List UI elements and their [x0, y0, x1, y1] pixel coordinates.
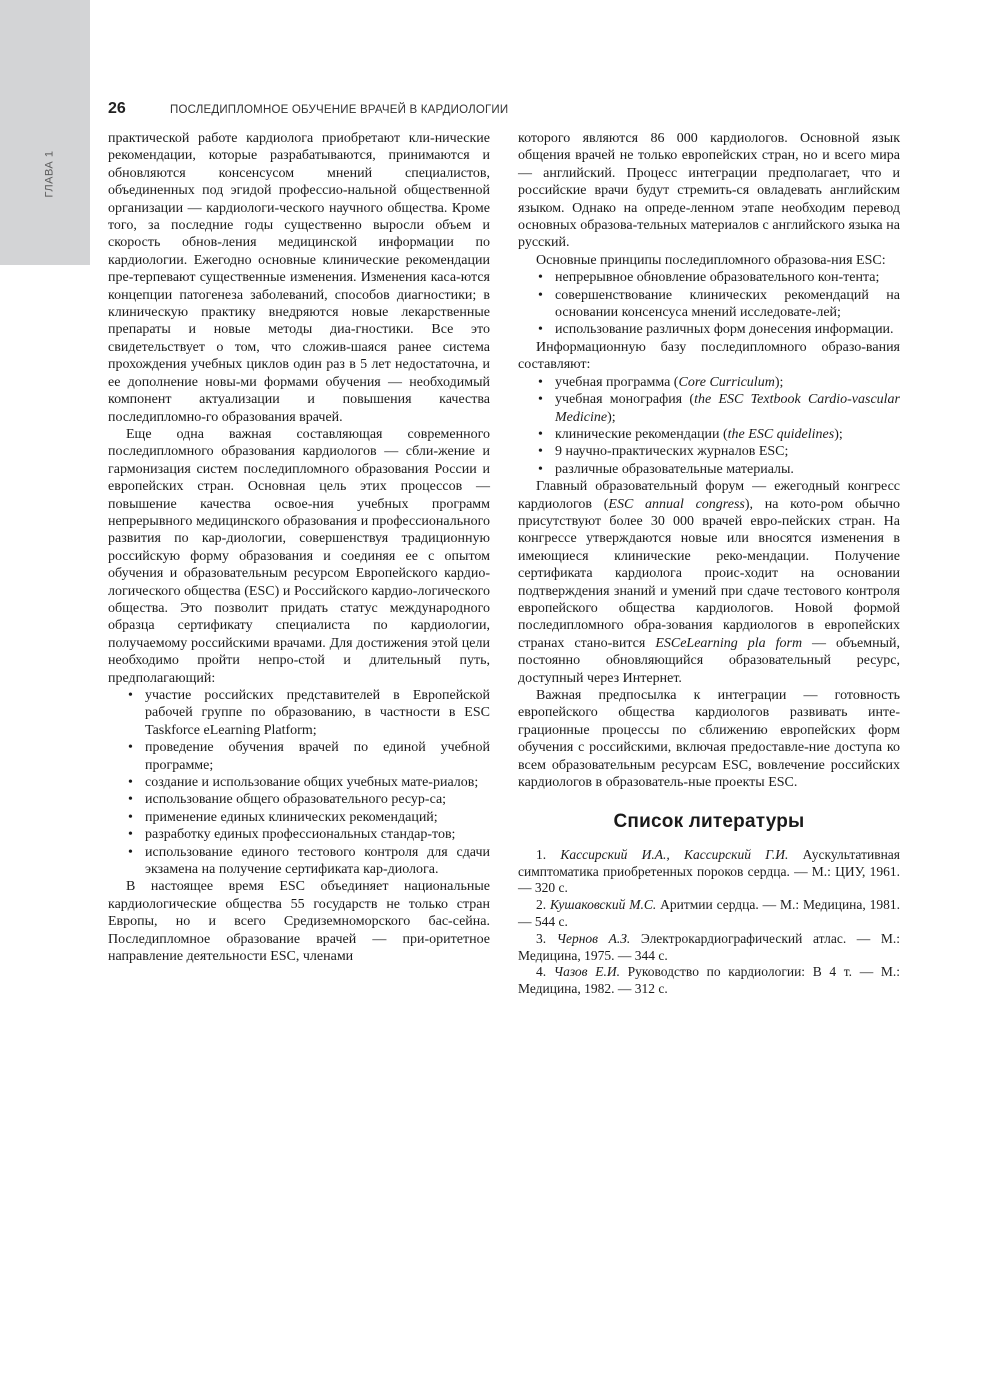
running-title: ПОСЛЕДИПЛОМНОЕ ОБУЧЕНИЕ ВРАЧЕЙ В КАРДИОЛОГИИ [170, 104, 509, 116]
list-item-text: использование различных форм донесения информации. [555, 322, 894, 338]
paragraph: Важная предпосылка к интеграции — готовность европейского общества кардиологов развивать инте-грационные процессы по сближению европейских форм обучения с российскими, включая предоставле-ние доступа ко всем образовательным ресурсам ESC, вовлечение российских кардиологов в образователь-ные проекты ESC. [518, 688, 900, 791]
list-item-text: ); [834, 426, 843, 442]
list-item [518, 321, 900, 338]
bullet-icon: • [128, 844, 133, 860]
bullet-icon: • [538, 392, 543, 408]
list-item [108, 844, 490, 879]
bullet-icon: • [128, 740, 133, 756]
list-item [108, 809, 490, 826]
reference-number: 3. [536, 930, 557, 946]
reference-item [518, 897, 900, 931]
reference-authors: Кассирский И.А., Кассирский Г.И. [560, 846, 789, 862]
list-item-text: 9 научно-практических журналов ESC; [555, 444, 789, 460]
list-item-italic: the ESC quidelines [727, 426, 835, 442]
list-item-text: различные образовательные материалы. [555, 461, 794, 477]
list-item [108, 774, 490, 791]
text-span: — объемный, постоянно обновляющийся образовательный ресурс, доступный через Интернет. [518, 635, 901, 686]
paragraph: которого являются 86 000 кардиологов. Основной язык общения врачей не только европейских стран, но и всего мира — английский. Процесс интеграции предполагает, что и российские врачи будут стремить-ся овладевать английским языком. Однако на опреде-ленном этапе необходим перевод основных образова-тельных материалов с английского языка на русский. [518, 131, 900, 251]
list-item [108, 739, 490, 774]
bullet-icon: • [538, 322, 543, 338]
list-item-text: ); [774, 374, 784, 390]
list-item-text: учебная программа ( [555, 374, 679, 390]
list-item [518, 287, 900, 322]
reference-list [518, 847, 900, 998]
list-item-text: ); [607, 409, 616, 425]
bullet-icon: • [538, 374, 543, 390]
list-item [108, 687, 490, 739]
bullet-list [108, 687, 490, 878]
bullet-icon: • [128, 775, 133, 791]
list-item-text: участие российских представителей в Европейской рабочей группе по образованию, в частности в ESC Taskforce eLearning Platform; [145, 688, 490, 738]
bullet-icon: • [538, 444, 543, 460]
left-column [108, 130, 490, 966]
info-base-list [518, 374, 900, 478]
right-column [518, 130, 900, 998]
bullet-icon: • [538, 461, 543, 477]
bullet-icon: • [538, 426, 543, 442]
list-item-text: проведение обучения врачей по единой учебной программе; [145, 740, 490, 773]
reference-authors: Чазов Е.И. [553, 964, 620, 980]
reference-authors: Кушаковский М.С. [550, 897, 657, 913]
paragraph [518, 478, 900, 687]
references-title: Список литературы [613, 811, 805, 833]
list-item [518, 391, 900, 426]
chapter-tab [0, 0, 90, 265]
paragraph: Информационную базу последипломного образо-вания составляют: [518, 339, 900, 373]
reference-number: 2. [536, 897, 550, 913]
list-item [518, 374, 900, 391]
list-item [518, 426, 900, 443]
bullet-icon: • [128, 827, 133, 843]
paragraph: В настоящее время ESC объединяет национальные кардиологические общества 55 государств не только стран Европы, но и всего Средиземноморского бас-сейна. Последипломное образование врачей — при-оритетное направление деятельности ESC, членами [108, 879, 490, 965]
italic-term: ESC annual congress [608, 496, 745, 512]
list-item-text: совершенствование клинических рекомендаций на основании консенсуса мнений исследовате-лей; [555, 287, 900, 321]
list-item-text: создание и использование общих учебных мате-риалов; [145, 775, 479, 791]
bullet-icon: • [538, 287, 543, 303]
reference-authors: Чернов А.З. [556, 930, 631, 946]
list-item-text: использование единого тестового контроля для сдачи экзамена на получение сертификата кар-диолога. [145, 844, 490, 878]
reference-number: 4. [536, 964, 554, 980]
text-span: Главный образовательный форум — ежегодный конгресс кардиологов ( [518, 479, 900, 512]
list-item [518, 461, 900, 478]
reference-text: Аритмии сердца. — М.: Медицина, 1981. — 544 с. [518, 897, 901, 930]
bullet-icon: • [538, 270, 543, 286]
reference-number: 1. [536, 846, 561, 862]
chapter-tab-label: ГЛАВА 1 [43, 150, 56, 198]
list-item-text: непрерывное обновление образовательного кон-тента; [555, 270, 880, 286]
list-item-text: применение единых клинических рекомендаций; [145, 809, 438, 825]
text-span: ), на кото-ром обычно присутствуют более 30 000 врачей евро-пейских стран. На конгрессе утверждаются новые или вносятся изменения в имеющиеся клинические реко-мендации. Получение сертификата кардиолога проис-ходит на основании подтверждения знаний и умений при сдаче тестового контроля европейского общества кардиологов. Новой формой последипломного обра-зования кардиологов в европейских странах стано-вится [518, 496, 900, 651]
paragraph: Основные принципы последипломного образова-ния ESC: [536, 252, 886, 268]
page-number: 26 [108, 100, 126, 117]
list-item [518, 443, 900, 460]
list-item [518, 269, 900, 286]
list-item-text: использование общего образовательного ресур-са; [145, 792, 447, 808]
principles-list [518, 269, 900, 339]
list-item [108, 826, 490, 843]
reference-item [518, 964, 900, 998]
list-item-italic: Core Curriculum [678, 374, 775, 390]
paragraph: практической работе кардиолога приобретают кли-нические рекомендации, которые разрабатываются, принимаются и обновляются консенсусом мнений специалистов, объединенных под эгидой профессио-нальной общественной организации — кардиологи-ческого научного общества. Кроме того, за последние годы существенно выросли объем и скорость обнов-ления медицинской информации по кардиологии. Ежегодно основные клинические рекомендации пре-терпевают существенные изменения. Изменения каса-ются концепции патогенеза заболеваний, способов диагностики; в клиническую практику внедряются новые лекарственные препараты и новые методы диа-гностики. Все это свидетельствует о том, что сложив-шаяся ранее система прохождения учебных циклов один раз в 5 лет недостаточна, и ее дополнение новы-ми формами обучения — необходимый компонент актуализации и повышения качества последипломно-го образования врачей. [108, 131, 490, 425]
paragraph: Еще одна важная составляющая современного последипломного образования кардиологов — сбли-жение и гармонизация систем последипломного образования России и европейских стран. Основная цель этих процессов — повышение качества освое-ния учебных программ непрерывного медицинского образования и профессионального развития по кар-диологии, совершенствуя традиционную российскую форму образования и соединяя ее с опытом обучения и образовательным ресурсом Европейского кардио-логического общества (ESC) и Российского кардио-логического общества. Это позволит придать статус международного образца сертификату специалиста по кардиологии, получаемому российскими врачами. Для достижения этой цели необходимо пройти непро-стой и длительный путь, предполагающий: [108, 426, 490, 686]
italic-term: ESCeLearning pla form [655, 635, 803, 651]
bullet-icon: • [128, 688, 133, 703]
page-header [108, 100, 908, 122]
reference-text: Аускультативная симптоматика приобретенных пороков сердца. — М.: ЦИУ, 1961. — 320 с. [518, 846, 901, 896]
bullet-icon: • [128, 809, 133, 825]
list-item-text: учебная монография ( [555, 392, 695, 408]
reference-item [518, 931, 900, 965]
reference-item [518, 847, 900, 897]
reference-text: Руководство по кардиологии: В 4 т. — М.: Медицина, 1982. — 312 с. [518, 964, 901, 997]
list-item-text: разработку единых профессиональных стандар-тов; [145, 827, 456, 843]
list-item-text: клинические рекомендации ( [555, 426, 728, 442]
list-item [108, 791, 490, 808]
list-item-italic: the ESC Textbook Cardio-vascular Medicine [555, 392, 900, 425]
reference-text: Электрокардиографический атлас. — М.: Медицина, 1975. — 344 с. [518, 930, 900, 963]
bullet-icon: • [128, 792, 133, 808]
